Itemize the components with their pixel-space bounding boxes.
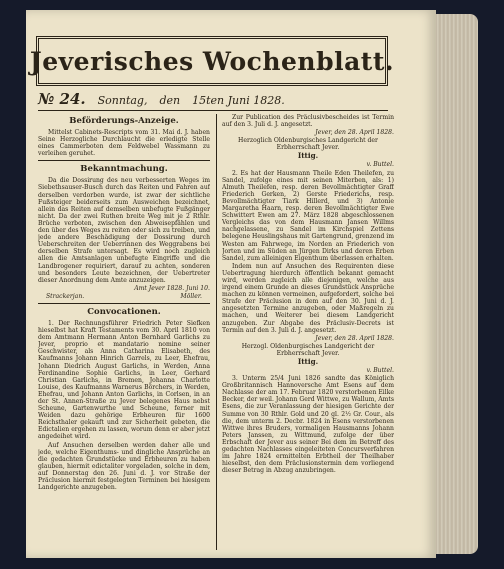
convocation-2-text: 2. Es hat der Hausmann Theile Eden Theilefen, zu Sandel, zufolge eines mit seinen Miterben, als: 1) Almuth Theilefen, resp. deren Bevollmächtigter Graff Friederich Gerken, 2) Gerste Friederichs, resp. Bevollmächtigter Tiark Hillerd, und 3) Antonie Margaretha Haarn, resp. deren Bevollmächtigter Ewe Schwittert Ewen am 27. März 1828 abgeschlossenen Vergleichs das von dem Hausmann Jansen Willms nachgelassene, zu Sandel im Kirchspiel Zettens belegene Heuslingshaus mit Gartengrund, grenzend im Westen am Fahrwege, im Norden an Friederich von Jorten und im Süden an Jürgen Dirks und deren Erben Sandel, zum alleinigen Eigenthum überlassen erhalten. <box>222 169 394 262</box>
masthead-title: Jeverisches Wochenblatt. <box>29 46 395 76</box>
court-name-1: Herzoglich Oldenburgisches Landgericht der Erbherrschaft Jever. <box>238 137 378 152</box>
section-heading-convocations: Convocationen. <box>87 306 161 317</box>
rule <box>38 160 210 161</box>
signatory-ittig-2: Ittig. <box>297 357 319 366</box>
signatory-left: Strackerjan. <box>46 292 85 300</box>
promotion-text: Mittelst Cabinets-Rescripts vom 31. Mai d. J. haben Seine Herzogliche Durchlaucht die erledigte Stelle eines Cammerboten dem Feldwebel Wassmann zu verleihen geruhet. <box>38 129 210 158</box>
issue-den: den <box>159 94 181 107</box>
signatory-ittig-1: Ittig. <box>297 151 319 161</box>
section-heading-announcement: Bekanntmachung. <box>80 164 168 175</box>
signatory-buttel-1: v. Buttel. <box>366 161 394 169</box>
convocation-2-continued: Indem nun auf Ansuchen des Requirenten diese Uebertragung hierdurch öffentlich bekannt gemacht wird, werden zugleich alle diejenigen, welche aus irgend einem Grunde an dieses Grundstück Ansprüche machen zu können vermeinen, aufgefordert, solche bei Strafe der Präclusion in dem auf den 30. Juni d. J. angesetzten Termine anzugeben, oder Maßregeln zu machen, und Weiterer bei diesem Landgericht anzugeben. Zur Abgabe des Präclusiv-Decrets ist Termin auf den 3. Juli d. J. angesetzt. <box>222 262 394 334</box>
rule <box>38 303 210 304</box>
column-divider <box>216 114 217 550</box>
right-column <box>222 114 394 554</box>
date-signature-1: Jever, den 28. April 1828. <box>315 129 394 137</box>
convocation-3-text: 3. Unterm 25/4 Juni 1826 sandte das Königlich Großbritannisch Hannoversche Amt Esens auf dem Nachlasse der am 17. Februar 1820 verstorbenen Eilke Becker, der weil. Johann Gerd Wittwe, zu Wallum, Amts Esens, die zur Veranlassung der hiesigen Gerichte der Summe von 30 Rthlr. Gold und 20 gl. 2½ Gr. Cour., als die, dem unterm 2. Decbr. 1824 in Esens verstorbenen Wittwe ihres Bruders, vormaligen Hausmanns Johann Peters Janssen, zu Wittmund, zufolge der über Erbschaft der Jever aus seiner Bei dem im Betreff des gedachten Nachlasses eingeleiteten Concursverfahren im Jahre 1824 ermittelten Erbtheil der Theilhaber hieselbst, den dem Präclusionstermin dem vorliegend dieser Betrag in Abzug anzubringen. <box>222 375 394 475</box>
issue-weekday: Sonntag, <box>97 94 148 107</box>
announcement-signature: Amt Jever 1828. Juni 10. <box>134 284 210 292</box>
convocation-1-continued: Auf Ansuchen derselben werden daher alle und jede, welche Eigenthums- und dingliche Ansprüche an die gedachten Grundstücke und Erbheuren zu haben glauben, hiermit edictaliter vorgeladen, solche in dem, auf Donnerstag den 26. Juni d. J. vor Straße der Präclusion hiermit festgelegten Terminen bei hiesigem Landgerichte anzugeben. <box>38 441 210 492</box>
signatory-buttel-2: v. Buttel. <box>366 367 394 374</box>
left-column <box>38 114 210 554</box>
date-signature-2: Jever, den 28. April 1828. <box>315 334 394 342</box>
issue-number: № 24. <box>38 90 86 108</box>
signatories <box>46 293 202 300</box>
publication-term-text: Zur Publication des Präclusivbescheides ist Termin auf den 3. Juli d. J. angesetzt. <box>222 114 394 129</box>
announcement-text: Da die Dossirung des neu verbesserten Weges im Siebethsauser-Busch durch das Reiten und Fahren auf derselben verdorben wurde, ist zwar der sichtliche Fußsteiger beiderseits zum Ausweichen bezeichnet, allein das Reiten auf demselben unbefugte Fußgänger nicht. Da der zwei Ruthen breite Weg mit je 2 Rthlr. Brüche verboten, zwischen den Abweisepfählen und den über des Weges zu reiten oder sich zu treiben, und jede andere Beschädigung der Dossirung durch Ueberschreiten der Ueberrinnen des Weggrabens bei derselben Strafe untersagt. Es wird noch zugleich allen die Amtsanlagen unbefugte Eingriffe und die Landbrogener requiriert, darauf zu achten, sonderen und besonders Leute bezeichnen, der Uebertreter dieser Anordnung dem Amte anzuzeigen. <box>38 177 210 284</box>
issue-date: 15ten Juni 1828. <box>192 94 285 107</box>
dateline <box>38 90 388 111</box>
section-heading-promotion: Beförderungs-Anzeige. <box>69 116 179 126</box>
convocation-1-text: 1. Der Rechnungsführer Friedrich Peter Siefken hieselbst hat Kraft Testaments vom 30. April 1810 von dem Amtmann Hermann Anton Bernhard Garlichs zu Jever, proprio et mandatario nomine seiner Geschwister, als Anna Catharina Elisabeth, des Kaufmanns Johann Hinrich Garrels, zu Leer, Ehefrau, Johann Diedrich August Garlichs, in Werden, Anna Ferdinandine Sophie Garlichs, in Leer, Gerhard Christian Garlichs, in Bremen, Johanna Charlotte Louise, des Kaufmanns Warnerus Börchers, in Werden, Ehefrau, und Johann Anton Garlichs, in Corlsen, in an der St. Annen-Straße zu Jever belegenes Haus nebst Scheune, Gartenwurthe und Scheune, ferner mit Weiden dazu gehörige Erbheuren für 1600 Reichsthaler gekauft und zur Sicherheit gebeten, die Edictalien ergehen zu lassen, worum denn er aber jetzt angedeihet wird. <box>38 319 210 441</box>
masthead <box>29 36 395 86</box>
court-name-2: Herzogl. Oldenburgisches Landgericht der Erbherrschaft Jever. <box>241 342 375 357</box>
signatory-right: Möller. <box>180 292 202 300</box>
newspaper-page <box>26 10 436 558</box>
